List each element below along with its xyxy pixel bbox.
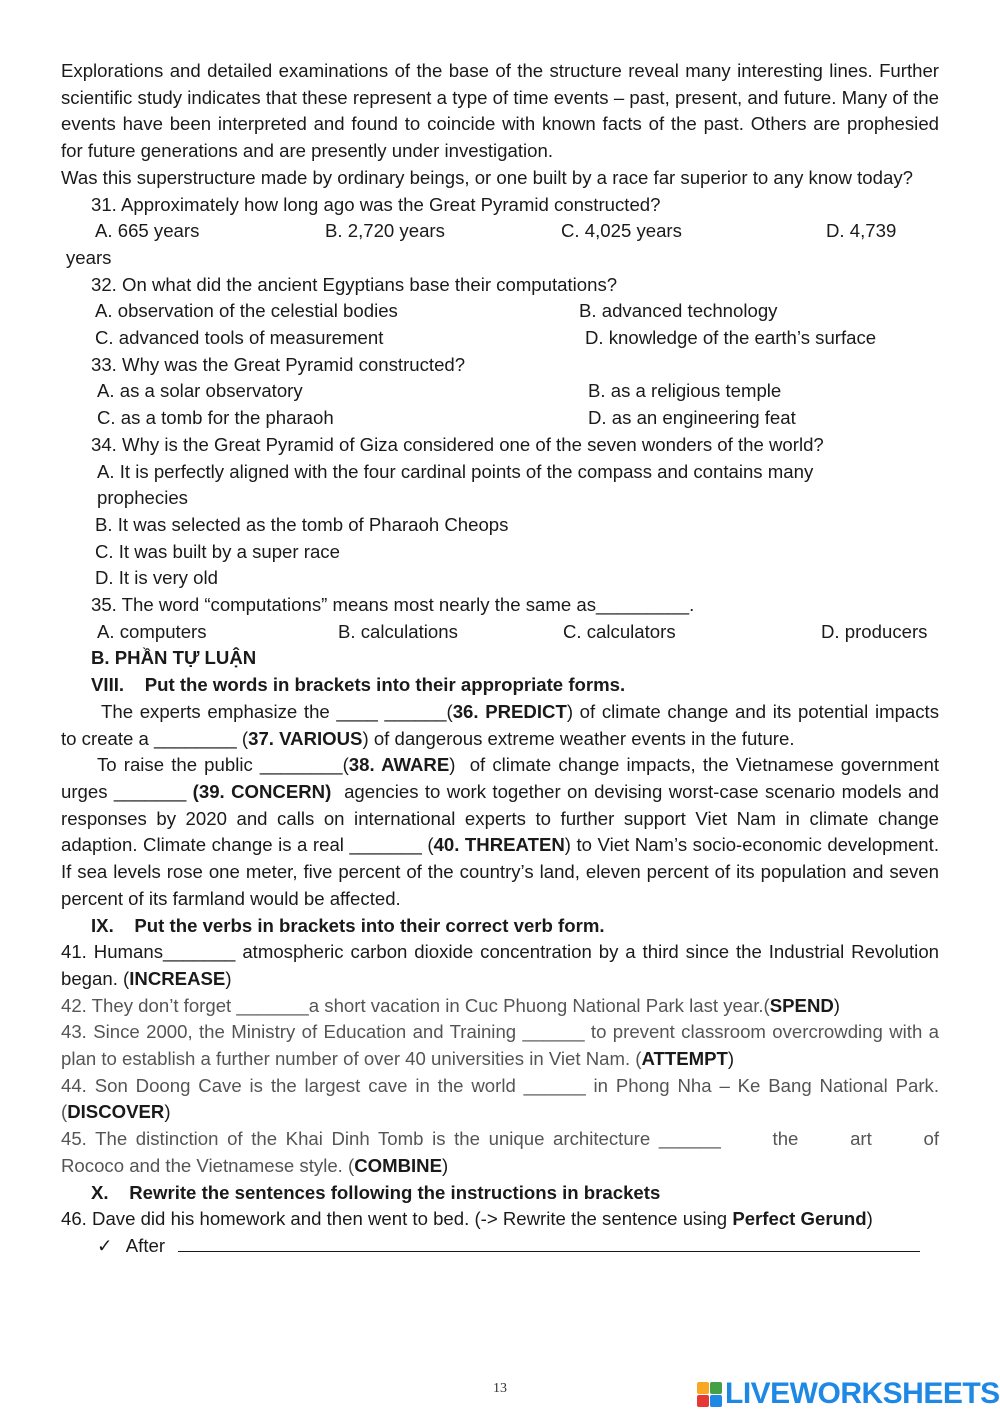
question-45-line-1: 45. The distinction of the Khai Dinh Tomb is the unique architecture ______ the art of — [61, 1128, 939, 1150]
answer-46-row — [61, 1233, 939, 1260]
viii-text-4: To raise the public ________( — [97, 754, 349, 776]
question-46 — [61, 1206, 939, 1233]
question-43-text: 43. Since 2000, the Ministry of Education and Training ______ to prevent classroom overcrowding with a plan to establish a further number of over 40 universities in Viet Nam. ( — [61, 1021, 939, 1070]
question-33-options-ab — [61, 378, 939, 405]
answer-46-prefix: After — [125, 1234, 166, 1256]
viii-text-5: ) of climate change impacts, the Vietnamese government urges _______ — [61, 754, 945, 802]
question-33-options-cd — [61, 405, 939, 432]
option-35-c[interactable]: C. calculators — [563, 620, 676, 642]
keyword-40: 40. THREATEN — [433, 834, 565, 856]
worksheet-page — [61, 58, 945, 1260]
question-42-close: ) — [833, 994, 840, 1016]
question-31-options — [61, 218, 939, 245]
question-43 — [61, 1019, 939, 1072]
question-46-close: ) — [866, 1208, 873, 1230]
keyword-41: INCREASE — [129, 967, 226, 989]
section-x-heading: X. Rewrite the sentences following the instructions in brackets — [91, 1181, 661, 1203]
section-ix-heading: IX. Put the verbs in brackets into their correct verb form. — [91, 914, 605, 936]
question-41-text: 41. Humans_______ atmospheric carbon dioxide concentration by a third since the Industrial Revolution began. ( — [61, 941, 939, 989]
option-34-a-continued: prophecies — [97, 487, 188, 509]
option-32-c[interactable]: C. advanced tools of measurement — [95, 327, 384, 349]
keyword-37: 37. VARIOUS — [248, 727, 363, 749]
question-34: 34. Why is the Great Pyramid of Giza considered one of the seven wonders of the world? — [91, 433, 824, 455]
question-45-line-2 — [61, 1153, 939, 1180]
option-35-d[interactable]: D. producers — [821, 620, 928, 642]
liveworksheets-logo-icon — [697, 1382, 722, 1407]
option-35-a[interactable]: A. computers — [97, 620, 207, 642]
question-44-text: 44. Son Doong Cave is the largest cave in the world ______ in Phong Nha – Ke Bang National Park. ( — [61, 1074, 939, 1123]
keyword-43: ATTEMPT — [641, 1048, 728, 1070]
option-32-d[interactable]: D. knowledge of the earth’s surface — [585, 327, 877, 349]
keyword-44: DISCOVER — [67, 1101, 165, 1123]
keyword-36: 36. PREDICT — [452, 700, 567, 722]
question-42-text: 42. They don’t forget _______a short vacation in Cuc Phuong National Park last year.( — [61, 994, 770, 1016]
liveworksheets-logo[interactable] — [697, 1379, 1000, 1409]
question-45-close: ) — [442, 1154, 449, 1176]
passage-paragraph-2: Was this superstructure made by ordinary beings, or one built by a race far superior to any know today? — [61, 166, 913, 188]
option-34-b[interactable]: B. It was selected as the tomb of Pharaoh Cheops — [95, 513, 509, 535]
question-44 — [61, 1073, 939, 1126]
question-41 — [61, 939, 939, 992]
option-34-c[interactable]: C. It was built by a super race — [95, 540, 340, 562]
question-46-text: 46. Dave did his homework and then went to bed. (-> Rewrite the sentence using — [61, 1208, 733, 1230]
option-31-d[interactable]: D. 4,739 — [826, 220, 897, 242]
viii-text-3: ) of dangerous extreme weather events in the future. — [362, 727, 795, 749]
liveworksheets-brand-text: LIVEWORKSHEETS — [725, 1377, 1000, 1410]
option-31-b[interactable]: B. 2,720 years — [325, 220, 445, 242]
section-viii-heading: VIII. Put the words in brackets into their appropriate forms. — [91, 674, 626, 696]
question-32-options-cd — [61, 325, 939, 352]
question-45-text: Rococo and the Vietnamese style. ( — [61, 1154, 355, 1176]
question-43-close: ) — [727, 1048, 735, 1070]
option-33-c[interactable]: C. as a tomb for the pharaoh — [97, 407, 334, 429]
option-33-d[interactable]: D. as an engineering feat — [588, 407, 796, 429]
viii-text-2: ) of climate change and its potential impacts to create a ________ ( — [61, 700, 940, 749]
keyword-39: (39. CONCERN) — [192, 780, 332, 802]
option-32-b[interactable]: B. advanced technology — [579, 300, 778, 322]
option-33-b[interactable]: B. as a religious temple — [588, 380, 782, 402]
question-31: 31. Approximately how long ago was the Great Pyramid constructed? — [91, 193, 661, 215]
question-32-options-ab — [61, 298, 939, 325]
checkmark-icon: ✓ — [97, 1234, 113, 1256]
option-35-b[interactable]: B. calculations — [338, 620, 458, 642]
question-32: 32. On what did the ancient Egyptians base their computations? — [91, 273, 618, 295]
question-33: 33. Why was the Great Pyramid constructed? — [91, 353, 466, 375]
question-35: 35. The word “computations” means most nearly the same as_________. — [91, 594, 695, 616]
viii-text-6: agencies to work together on devising worst-case scenario models and responses by 2020 and calls on international experts to further support Viet Nam in climate change adaption. Climate change is a real _______ ( — [61, 780, 945, 856]
page-number: 13 — [493, 1381, 507, 1396]
option-31-c[interactable]: C. 4,025 years — [561, 220, 682, 242]
option-34-d[interactable]: D. It is very old — [95, 567, 218, 589]
question-41-close: ) — [225, 967, 232, 989]
section-viii-paragraph-1 — [61, 699, 939, 752]
keyword-42: SPEND — [769, 994, 834, 1016]
section-viii-paragraph-2 — [61, 752, 945, 912]
passage-paragraph-1: Explorations and detailed examinations of the base of the structure reveal many interesting lines. Further scientific study indicates that these represent a type of time events – past, present, and future. Many of the events have been interpreted and found to coincide with known facts of the past. Others are prophesied for future generations and are presently under investigation. — [61, 60, 939, 162]
section-b-heading: B. PHẦN TỰ LUẬN — [91, 647, 257, 669]
option-32-a[interactable]: A. observation of the celestial bodies — [95, 300, 398, 322]
question-44-close: ) — [164, 1101, 171, 1123]
viii-text-1: The experts emphasize the ____ ______( — [101, 700, 453, 722]
question-35-options — [61, 619, 939, 646]
option-33-a[interactable]: A. as a solar observatory — [97, 380, 303, 402]
question-42 — [61, 993, 939, 1020]
option-31-a[interactable]: A. 665 years — [95, 220, 200, 242]
keyword-45: COMBINE — [354, 1154, 442, 1176]
answer-46-input-line[interactable] — [178, 1233, 920, 1252]
keyword-46: Perfect Gerund — [732, 1208, 867, 1230]
keyword-38: 38. AWARE — [348, 754, 450, 776]
option-31-d-continued: years — [66, 246, 112, 268]
option-34-a[interactable]: A. It is perfectly aligned with the four cardinal points of the compass and contains many — [97, 460, 814, 482]
viii-text-7: ) to Viet Nam’s socio-economic development. If sea levels rose one meter, five percent of the country’s land, eleven percent of its population and seven percent of its farmland would be affected. — [61, 834, 939, 909]
